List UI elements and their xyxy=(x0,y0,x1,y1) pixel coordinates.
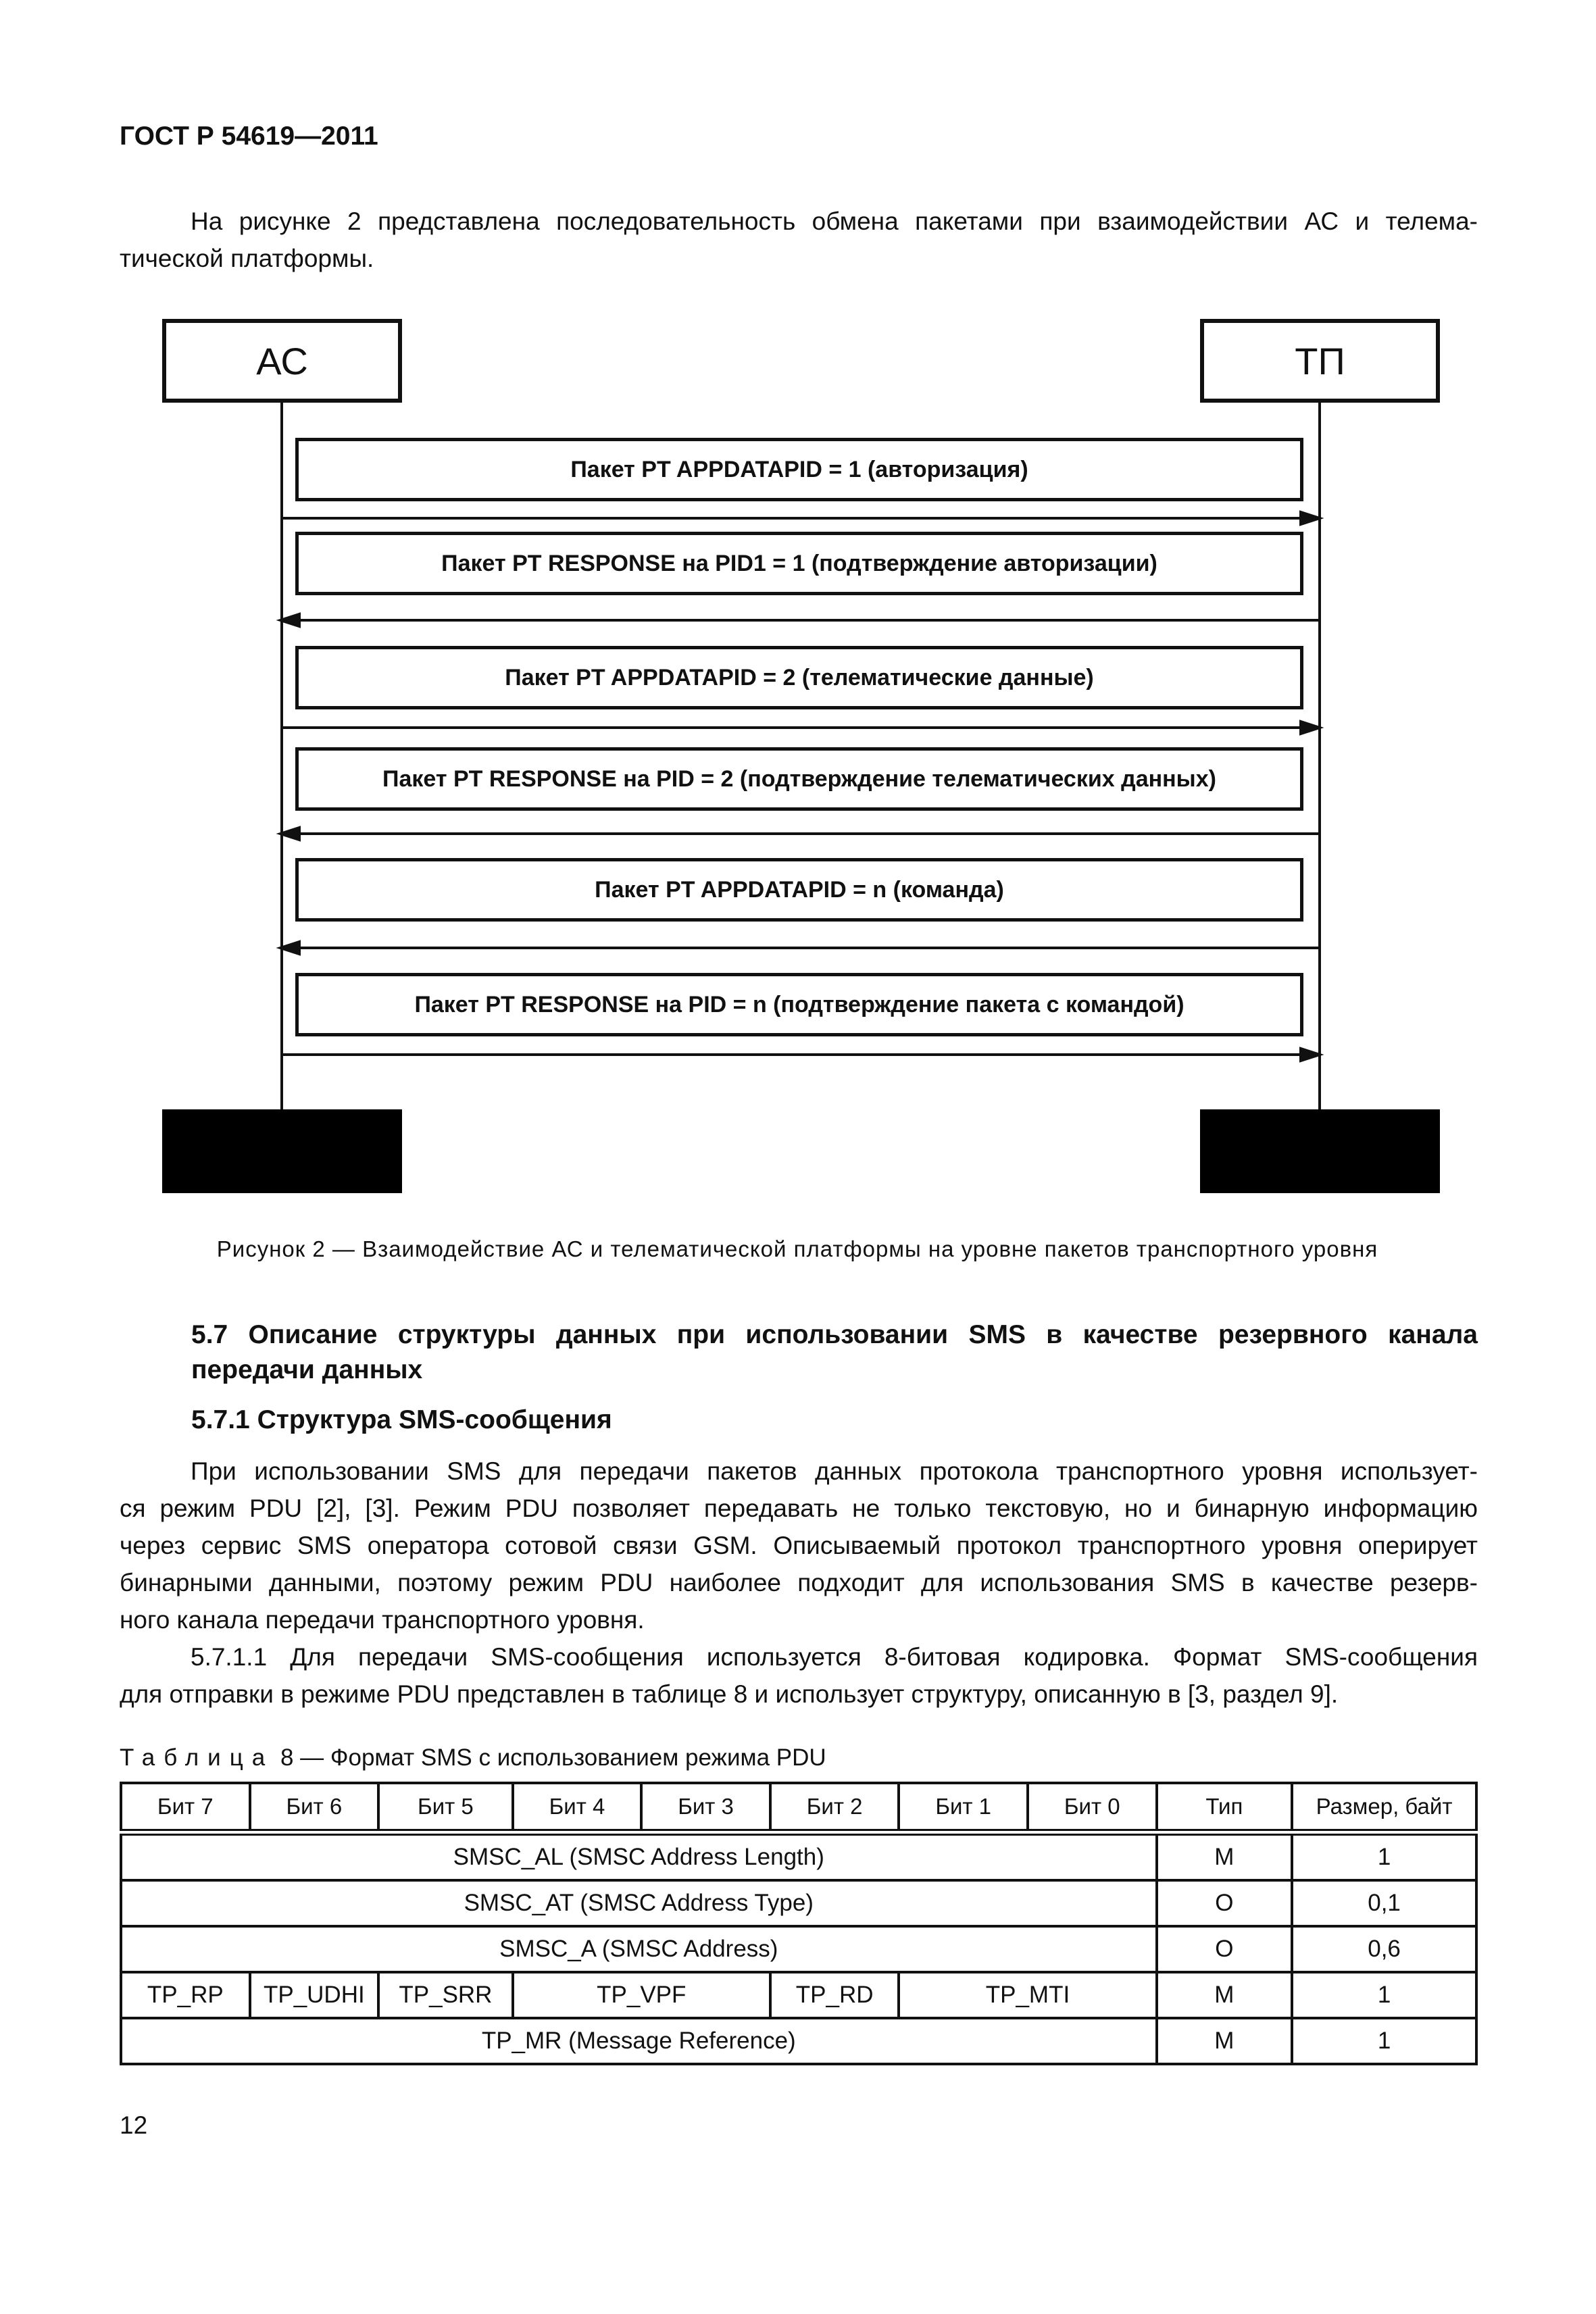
table-caption-word: Таблица xyxy=(120,1744,274,1771)
type-cell: M xyxy=(1157,2018,1293,2064)
paragraph-line: ся режим PDU [2], [3]. Режим PDU позволяет передавать не только текстовую, но и бинарную информацию xyxy=(120,1494,1478,1522)
section-heading-line: 5.7 Описание структуры данных при использовании SMS в качестве резервного канала xyxy=(191,1320,1478,1349)
field-cell: TP_VPF xyxy=(513,1972,770,2018)
table-row xyxy=(121,1972,1476,2018)
header-cell: Бит 0 xyxy=(1028,1783,1157,1832)
table-caption xyxy=(120,1744,826,1771)
page-number: 12 xyxy=(120,2111,148,2139)
field-cell: TP_MR (Message Reference) xyxy=(121,2018,1157,2064)
entity-as: АС xyxy=(162,319,402,403)
field-cell: SMSC_AL (SMSC Address Length) xyxy=(121,1832,1157,1880)
section-heading-5-7-1: 5.7.1 Структура SMS-сообщения xyxy=(191,1405,612,1434)
figure-caption: Рисунок 2 — Взаимодействие АС и телематической платформы на уровне пакетов транспортного уровня xyxy=(216,1236,1378,1261)
paragraph-line: 5.7.1.1 Для передачи SMS-сообщения используется 8-битовая кодировка. Формат SMS-сообщения xyxy=(191,1643,1478,1671)
table-row xyxy=(121,1926,1476,1972)
body-paragraph-1 xyxy=(120,1453,1478,1638)
arrow-head-left xyxy=(280,614,299,626)
field-cell: SMSC_AT (SMSC Address Type) xyxy=(121,1880,1157,1926)
header-cell: Бит 2 xyxy=(770,1783,899,1832)
arrow-head-right xyxy=(1301,1049,1320,1061)
intro-line: тической платформы. xyxy=(120,245,374,272)
field-cell: TP_RP xyxy=(121,1972,250,2018)
table-row xyxy=(121,1880,1476,1926)
document-header: ГОСТ Р 54619—2011 xyxy=(120,122,378,151)
field-cell: TP_RD xyxy=(770,1972,899,2018)
size-cell: 0,1 xyxy=(1292,1880,1476,1926)
message-box: Пакет PT RESPONSE на PID1 = 1 (подтверждение авторизации) xyxy=(295,532,1303,595)
header-cell: Тип xyxy=(1157,1783,1293,1832)
header-cell: Размер, байт xyxy=(1292,1783,1476,1832)
message-box: Пакет PT APPDATAPID = 1 (авторизация) xyxy=(295,438,1303,501)
paragraph-line: бинарными данными, поэтому режим PDU наиболее подходит для использования SMS в качестве резерв- xyxy=(120,1569,1478,1596)
header-cell: Бит 4 xyxy=(513,1783,642,1832)
arrow-head-left xyxy=(280,942,299,954)
header-cell: Бит 5 xyxy=(378,1783,513,1832)
entity-tp: ТП xyxy=(1200,319,1440,403)
section-heading-5-7 xyxy=(191,1317,1478,1388)
table-row xyxy=(121,2018,1476,2064)
body-paragraph-2 xyxy=(120,1638,1478,1713)
type-cell: O xyxy=(1157,1880,1293,1926)
type-cell: O xyxy=(1157,1926,1293,1972)
message-box: Пакет PT APPDATAPID = n (команда) xyxy=(295,858,1303,922)
paragraph-line: для отправки в режиме PDU представлен в таблице 8 и использует структуру, описанную в [3, раздел 9]. xyxy=(120,1680,1339,1708)
size-cell: 0,6 xyxy=(1292,1926,1476,1972)
size-cell: 1 xyxy=(1292,2018,1476,2064)
size-cell: 1 xyxy=(1292,1832,1476,1880)
arrow-head-right xyxy=(1301,512,1320,524)
field-cell: TP_MTI xyxy=(899,1972,1156,2018)
type-cell: M xyxy=(1157,1832,1293,1880)
field-cell: SMSC_A (SMSC Address) xyxy=(121,1926,1157,1972)
field-cell: TP_SRR xyxy=(378,1972,513,2018)
header-cell: Бит 6 xyxy=(250,1783,379,1832)
header-cell: Бит 3 xyxy=(641,1783,770,1832)
size-cell: 1 xyxy=(1292,1972,1476,2018)
arrow-head-right xyxy=(1301,722,1320,734)
table-row xyxy=(121,1832,1476,1880)
section-heading-line: передачи данных xyxy=(191,1355,423,1384)
header-cell: Бит 7 xyxy=(121,1783,250,1832)
paragraph-line: через сервис SMS оператора сотовой связи GSM. Описываемый протокол транспортного уровня оперирует xyxy=(120,1532,1478,1559)
arrow-head-left xyxy=(280,828,299,840)
paragraph-line: При использовании SMS для передачи пакетов данных протокола транспортного уровня использует- xyxy=(191,1457,1478,1485)
message-box: Пакет PT RESPONSE на PID = n (подтверждение пакета с командой) xyxy=(295,973,1303,1036)
message-box: Пакет PT RESPONSE на PID = 2 (подтверждение телематических данных) xyxy=(295,747,1303,811)
intro-line: На рисунке 2 представлена последовательность обмена пакетами при взаимодействии АС и телема- xyxy=(191,207,1478,235)
table-caption-text: 8 — Формат SMS с использованием режима PDU xyxy=(280,1744,826,1771)
sms-pdu-format-table xyxy=(120,1782,1478,2065)
type-cell: M xyxy=(1157,1972,1293,2018)
message-box: Пакет PT APPDATAPID = 2 (телематические данные) xyxy=(295,646,1303,709)
table-header-row xyxy=(121,1783,1476,1832)
field-cell: TP_UDHI xyxy=(250,1972,379,2018)
paragraph-line: ного канала передачи транспортного уровня. xyxy=(120,1606,645,1634)
header-cell: Бит 1 xyxy=(899,1783,1028,1832)
